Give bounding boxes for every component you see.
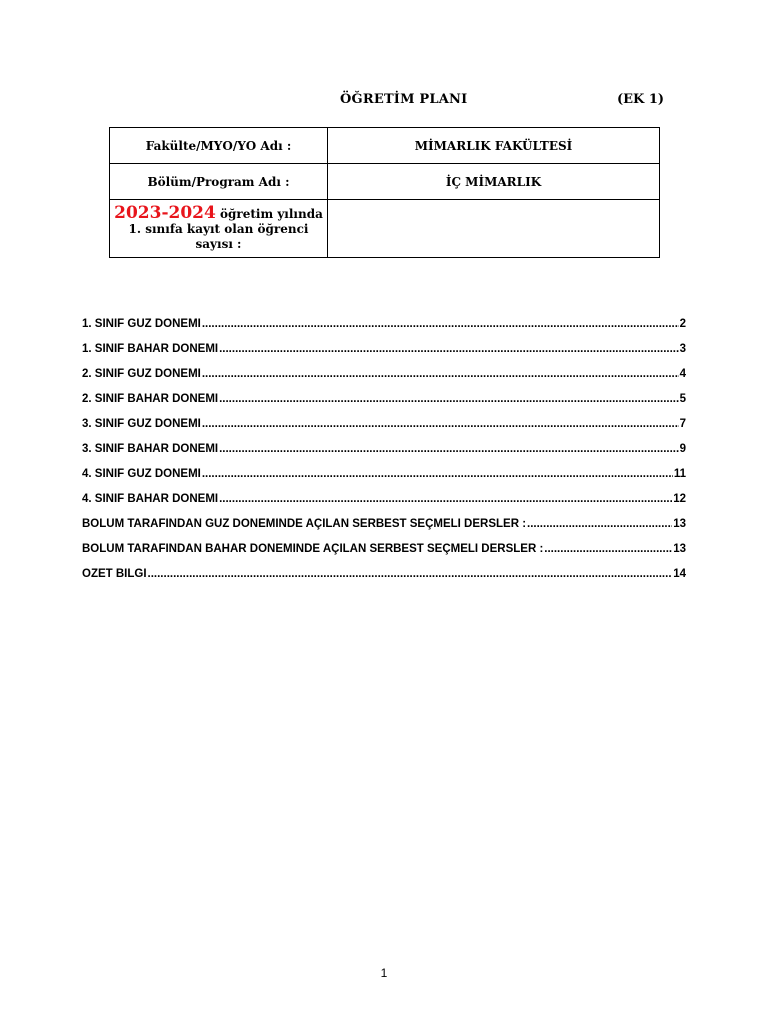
academic-year: 2023-2024 [114,202,216,223]
toc-entry-title: 3. SINIF GÜZ DÖNEMİ [82,418,201,430]
student-count-label [110,200,328,258]
toc-entry-page: 11 [673,468,686,480]
toc-entry-page: 4 [679,368,686,380]
page-number: 1 [380,966,388,980]
document-title: ÖĞRETİM PLANI [340,92,468,107]
student-count-value [328,200,660,258]
faculty-label: Fakülte/MYO/YO Adı : [110,128,328,164]
annex-label: (EK 1) [617,92,665,107]
program-value: İÇ MİMARLIK [328,164,660,200]
toc-entry-title: ÖZET BİLGİ [82,568,147,580]
program-row [110,164,660,200]
toc-entry-title: 4. SINIF BAHAR DÖNEMİ [82,493,219,505]
program-label: Bölüm/Program Adı : [110,164,328,200]
toc-entry[interactable] [82,518,686,543]
toc-entry-title: 4. SINIF GÜZ DÖNEMİ [82,468,201,480]
toc-entry-page: 2 [679,318,686,330]
toc-entry-title: BÖLÜM TARAFINDAN GÜZ DÖNEMİNDE AÇILAN SERBEST SEÇMELİ DERSLER : [82,518,527,530]
toc-entry-page: 7 [679,418,686,430]
toc-entry-title: 1. SINIF GÜZ DÖNEMİ [82,318,201,330]
toc-entry-page: 14 [673,568,686,580]
faculty-row [110,128,660,164]
toc-entry[interactable] [82,543,686,568]
toc-entry-page: 13 [673,543,686,555]
toc-leader-dots [544,543,672,555]
toc-entry[interactable] [82,343,686,368]
toc-entry[interactable] [82,468,686,493]
toc-entry-title: 1. SINIF BAHAR DÖNEMİ [82,343,219,355]
toc-entry-page: 3 [679,343,686,355]
table-of-contents [82,318,686,593]
toc-entry[interactable] [82,418,686,443]
toc-entry-title: 2. SINIF BAHAR DÖNEMİ [82,393,219,405]
toc-leader-dots [148,568,673,580]
toc-leader-dots [202,418,679,430]
toc-leader-dots [219,393,679,405]
toc-entry[interactable] [82,393,686,418]
student-count-label-text: öğretim yılında 1. sınıfa kayıt olan öğrenci sayısı : [128,206,323,251]
toc-leader-dots [219,443,679,455]
toc-entry-title: 2. SINIF GÜZ DÖNEMİ [82,368,201,380]
toc-entry[interactable] [82,318,686,343]
toc-entry[interactable] [82,443,686,468]
toc-entry[interactable] [82,368,686,393]
toc-entry[interactable] [82,568,686,593]
toc-leader-dots [219,493,672,505]
toc-leader-dots [219,343,679,355]
toc-entry[interactable] [82,493,686,518]
toc-entry-page: 13 [673,518,686,530]
toc-entry-title: 3. SINIF BAHAR DÖNEMİ [82,443,219,455]
toc-leader-dots [202,468,673,480]
toc-entry-title: BÖLÜM TARAFINDAN BAHAR DÖNEMİNDE AÇILAN SERBEST SEÇMELİ DERSLER : [82,543,544,555]
toc-entry-page: 12 [673,493,686,505]
toc-leader-dots [527,518,672,530]
toc-entry-page: 9 [679,443,686,455]
faculty-value: MİMARLIK FAKÜLTESİ [328,128,660,164]
student-count-row [110,200,660,258]
toc-leader-dots [202,368,679,380]
toc-entry-page: 5 [679,393,686,405]
toc-leader-dots [202,318,679,330]
program-info-table [109,127,660,258]
